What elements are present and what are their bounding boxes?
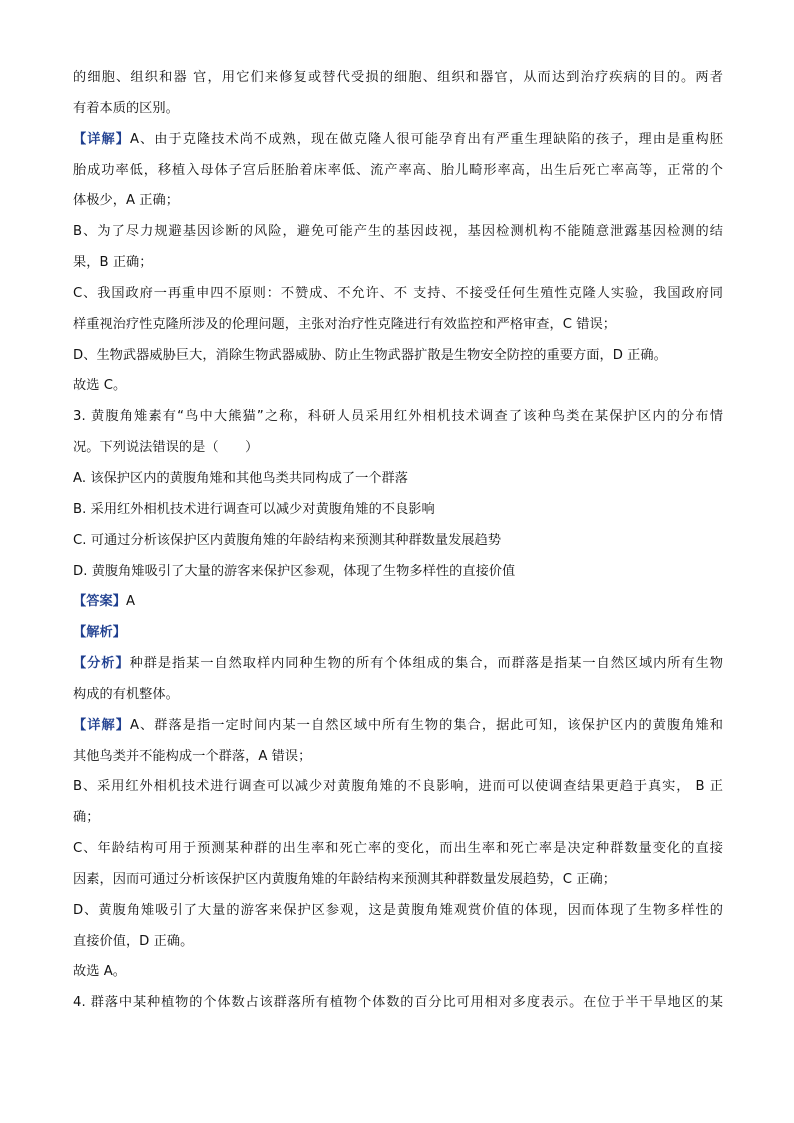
option-b: B. 采用红外相机技术进行调查可以减少对黄腹角雉的不良影响 <box>73 501 435 517</box>
text-line: 的细胞、组织和器 官，用它们来修复或替代受损的细胞、组织和器官，从而达到治疗疾病的目的。两者 <box>73 70 723 85</box>
text-line: 果，B 正确； <box>73 255 153 271</box>
answer-tag: 【答案】 <box>73 594 126 610</box>
question-3-stem-cont: 况。下列说法错误的是（ ） <box>73 440 259 456</box>
text-line: 确； <box>73 810 100 826</box>
question-4-stem: 4. 群落中某种植物的个体数占该群落所有植物个体数的百分比可用相对多度表示。在位于半干旱地区的某 <box>73 995 723 1011</box>
text-line: 样重视治疗性克隆所涉及的伦理问题，主张对治疗性克隆进行有效监控和严格审查，C 错误； <box>73 316 616 332</box>
text-line: D、黄腹角雉吸引了大量的游客来保护区参观，这是黄腹角雉观赏价值的体现，因而体现了生物多样性的 <box>73 902 723 918</box>
text-line: 直接价值，D 正确。 <box>73 933 194 949</box>
text-line: 因素，因而可通过分析该保护区内黄腹角雉的年龄结构来预测其种群数量发展趋势，C 正确； <box>73 871 616 887</box>
text-line: D、生物武器威胁巨大，消除生物武器威胁、防止生物武器扩散是生物安全防控的重要方面，D 正确。 <box>73 347 667 363</box>
analysis-tag: 【解析】 <box>73 625 126 641</box>
text-line: 体极少，A 正确； <box>73 193 179 209</box>
option-d: D. 黄腹角雉吸引了大量的游客来保护区参观，体现了生物多样性的直接价值 <box>73 563 516 579</box>
detail-tag: 【详解】 <box>73 131 130 147</box>
document-page <box>73 63 723 1019</box>
text-line: C、年龄结构可用于预测某种群的出生率和死亡率的变化，而出生率和死亡率是决定种群数量变化的直接 <box>73 841 723 857</box>
text-line: 有着本质的区别。 <box>73 100 179 116</box>
text-line: 【详解】A、由于克隆技术尚不成熟，现在做克隆人很可能孕育出有严重生理缺陷的孩子，理由是重构胚 <box>73 131 723 147</box>
answer-line: 【答案】A <box>73 594 136 610</box>
option-a: A. 该保护区内的黄腹角雉和其他鸟类共同构成了一个群落 <box>73 470 409 486</box>
text-line: 【详解】A、群落是指一定时间内某一自然区域中所有生物的集合，据此可知，该保护区内的黄腹角雉和 <box>73 717 723 733</box>
text-line: 其他鸟类并不能构成一个群落，A 错误； <box>73 748 312 764</box>
text-line: C、我国政府一再重申四不原则：不赞成、不允许、不 支持、不接受任何生殖性克隆人实验，我国政府同 <box>73 285 723 301</box>
option-c: C. 可通过分析该保护区内黄腹角雉的年龄结构来预测其种群数量发展趋势 <box>73 532 502 548</box>
analyze-tag: 【分析】 <box>73 656 130 672</box>
text-line: 胎成功率低，移植入母体子宫后胚胎着床率低、流产率高、胎儿畸形率高，出生后死亡率高等，正常的个 <box>73 162 723 178</box>
text-line: 故选 C。 <box>73 378 127 394</box>
text-line: 构成的有机整体。 <box>73 686 179 702</box>
text-line: B、采用红外相机技术进行调查可以减少对黄腹角雉的不良影响，进而可以使调查结果更趋于真实， B 正 <box>73 779 723 795</box>
detail-tag: 【详解】 <box>73 717 130 733</box>
question-3-stem: 3. 黄腹角雉素有“鸟中大熊猫”之称，科研人员采用红外相机技术调查了该种鸟类在某保护区内的分布情 <box>73 409 723 425</box>
text-line: 【分析】种群是指某一自然取样内同种生物的所有个体组成的集合，而群落是指某一自然区域内所有生物 <box>73 656 723 672</box>
text-line: 故选 A。 <box>73 964 127 980</box>
analysis-heading <box>73 618 723 649</box>
text-line: B、为了尽力规避基因诊断的风险，避免可能产生的基因歧视，基因检测机构不能随意泄露基因检测的结 <box>73 224 723 240</box>
